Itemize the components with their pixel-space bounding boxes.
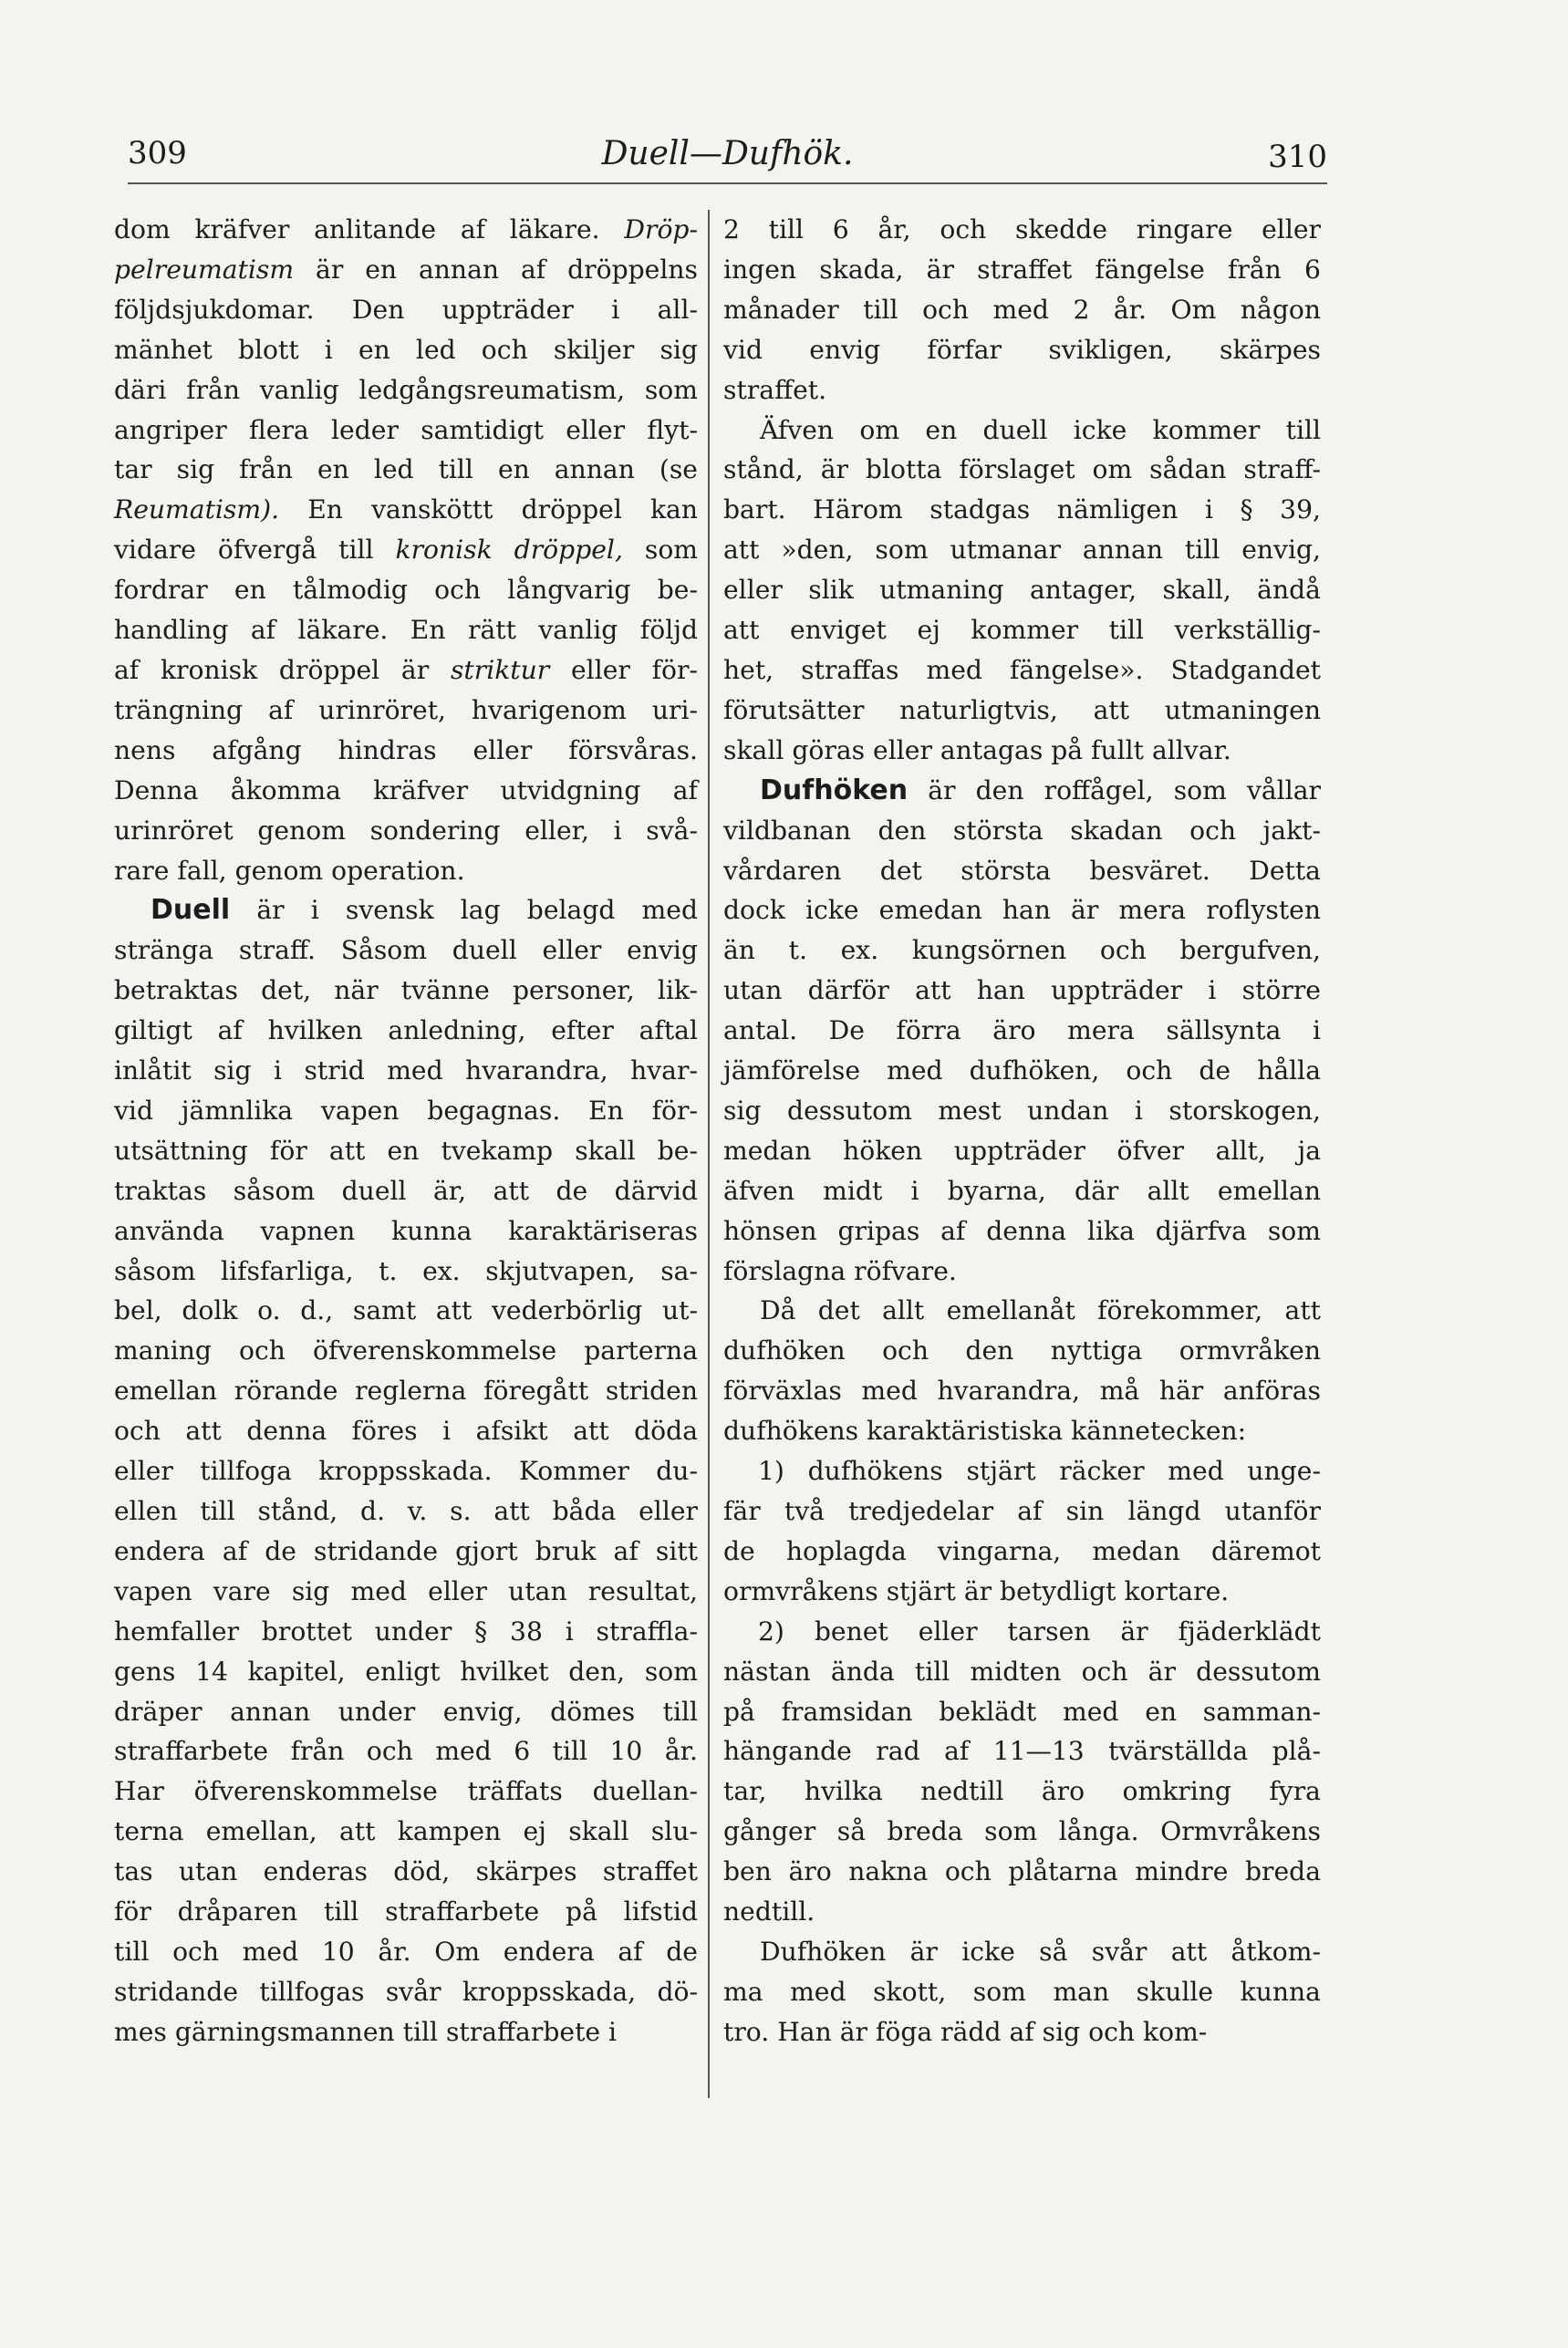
text-line xyxy=(723,410,1321,451)
text-line xyxy=(114,210,698,250)
text-line xyxy=(114,1771,698,1812)
text-line xyxy=(114,1252,698,1292)
line-text: vid envig förfar svikligen, skärpes xyxy=(723,334,1321,365)
page-number-right: 310 xyxy=(1268,139,1327,175)
line-text: nästan ända till midten och är dessutom xyxy=(723,1656,1321,1687)
italic-term: pelreumatism xyxy=(114,254,295,285)
text-line xyxy=(114,330,698,370)
line-text: ellen till stånd, d. v. s. att båda eller xyxy=(114,1496,698,1526)
line-text: förutsätter naturligtvis, att utmaningen xyxy=(723,694,1321,725)
text-line xyxy=(723,650,1321,691)
text-line xyxy=(114,1652,698,1692)
text-line xyxy=(114,971,698,1011)
line-text: eller tillfoga kroppsskada. Kommer du- xyxy=(114,1456,698,1487)
headword: Duell xyxy=(151,894,231,927)
text-line xyxy=(723,570,1321,610)
line-text: tro. Han är föga rädd af sig och kom- xyxy=(723,2016,1208,2047)
text-line xyxy=(114,811,698,851)
line-text: följdsjukdomar. Den uppträder i all- xyxy=(114,294,698,325)
line-text: dom kräfver anlitande af läkare. xyxy=(114,214,625,244)
text-line xyxy=(723,1252,1321,1292)
line-text: är en annan af dröppelns xyxy=(294,254,698,285)
line-text: jämförelse med dufhöken, och de hålla xyxy=(723,1055,1321,1086)
text-line xyxy=(114,1692,698,1732)
text-line xyxy=(723,370,1321,410)
text-line xyxy=(723,811,1321,851)
running-title: Duell—Dufhök. xyxy=(601,135,854,172)
line-text: af kronisk dröppel är xyxy=(114,654,451,685)
line-text: stånd, är blotta förslaget om sådan straff- xyxy=(723,454,1321,485)
line-text: Denna åkomma kräfver utvidgning af xyxy=(114,774,698,805)
text-line xyxy=(723,771,1321,811)
text-line xyxy=(723,1371,1321,1411)
text-line xyxy=(723,691,1321,731)
text-line xyxy=(723,1331,1321,1371)
line-text: de hoplagda vingarna, medan däremot xyxy=(723,1535,1321,1566)
line-text: Då det allt emellanåt förekommer, att xyxy=(760,1295,1321,1326)
line-text: vapen vare sig med eller utan resultat, xyxy=(114,1575,698,1606)
line-text: dufhökens karaktäristiska kännetecken: xyxy=(723,1416,1247,1447)
line-text: traktas såsom duell är, att de därvid xyxy=(114,1175,698,1206)
line-text: fär två tredjedelar af sin längd utanför xyxy=(723,1496,1321,1526)
line-text: att enviget ej kommer till verkställig- xyxy=(723,615,1321,646)
text-line xyxy=(114,530,698,570)
text-line xyxy=(723,450,1321,490)
text-line xyxy=(114,1731,698,1771)
line-text: 1) dufhökens stjärt räcker med unge- xyxy=(758,1456,1321,1487)
text-line xyxy=(723,1932,1321,1972)
line-text: ben äro nakna och plåtarna mindre breda xyxy=(723,1856,1321,1887)
text-line xyxy=(723,290,1321,330)
text-line xyxy=(114,1011,698,1051)
line-text: terna emellan, att kampen ej skall slu- xyxy=(114,1816,698,1847)
text-line xyxy=(114,1091,698,1131)
text-line xyxy=(114,410,698,451)
line-text: sig dessutom mest undan i storskogen, xyxy=(723,1095,1321,1126)
line-text: däri från vanlig ledgångsreumatism, som xyxy=(114,374,698,405)
text-line xyxy=(114,1171,698,1211)
text-line xyxy=(723,1051,1321,1091)
text-line xyxy=(723,890,1321,930)
line-text: mes gärningsmannen till straffarbete i xyxy=(114,2016,618,2047)
line-text: vidare öfvergå till xyxy=(114,535,396,566)
line-text: tar, hvilka nedtill äro omkring fyra xyxy=(723,1776,1321,1807)
text-line xyxy=(114,2012,698,2052)
text-line xyxy=(723,1491,1321,1532)
line-text: vårdaren det största besväret. Detta xyxy=(723,855,1321,886)
text-line xyxy=(723,930,1321,971)
text-line xyxy=(114,650,698,691)
line-text: angriper flera leder samtidigt eller flyt- xyxy=(114,414,698,445)
line-text: hemfaller brottet under § 38 i straffla- xyxy=(114,1616,698,1647)
line-text: mänhet blott i en led och skiljer sig xyxy=(114,334,698,365)
text-line xyxy=(723,1771,1321,1812)
italic-term: Dröp- xyxy=(624,214,698,244)
text-line xyxy=(114,771,698,811)
line-text: eller slik utmaning antager, skall, ändå xyxy=(723,575,1321,606)
italic-term: kronisk dröppel, xyxy=(395,535,623,566)
line-text: utsättning för att en tvekamp skall be- xyxy=(114,1135,698,1166)
text-line xyxy=(723,851,1321,891)
line-text: gens 14 kapitel, enligt hvilket den, som xyxy=(114,1656,698,1687)
line-text: på framsidan beklädt med en samman- xyxy=(723,1696,1321,1727)
line-text: endera af de stridande gjort bruk af sitt xyxy=(114,1535,698,1566)
text-line xyxy=(114,930,698,971)
line-text: är i svensk lag belagd med xyxy=(230,895,698,926)
headword: Dufhöken xyxy=(760,774,909,806)
line-text: rare fall, genom operation. xyxy=(114,855,465,886)
line-text: gånger så breda som långa. Ormvråkens xyxy=(723,1816,1321,1847)
line-text: antal. De förra äro mera sällsynta i xyxy=(723,1015,1321,1046)
line-text: vid jämnlika vapen begagnas. En för- xyxy=(114,1095,698,1126)
text-line xyxy=(114,1371,698,1411)
text-line xyxy=(723,1892,1321,1932)
text-line xyxy=(723,1692,1321,1732)
text-line xyxy=(114,1491,698,1532)
line-text: nens afgång hindras eller försvåras. xyxy=(114,734,698,765)
text-line xyxy=(114,890,698,930)
text-line xyxy=(723,2012,1321,2052)
line-text: 2 till 6 år, och skedde ringare eller xyxy=(723,214,1321,244)
text-line xyxy=(114,1852,698,1892)
line-text: betraktas det, när tvänne personer, lik- xyxy=(114,975,698,1006)
text-line xyxy=(114,450,698,490)
line-text: hönsen gripas af denna lika djärfva som xyxy=(723,1215,1321,1246)
line-text: skall göras eller antagas på fullt allvar. xyxy=(723,734,1231,765)
text-line xyxy=(114,370,698,410)
line-text: dräper annan under envig, dömes till xyxy=(114,1696,698,1727)
line-text: dufhöken och den nyttiga ormvråken xyxy=(723,1335,1321,1366)
right-column xyxy=(723,210,1321,2052)
text-line xyxy=(723,1011,1321,1051)
text-line xyxy=(723,1652,1321,1692)
line-text: urinröret genom sondering eller, i svå- xyxy=(114,815,698,846)
text-line xyxy=(723,1171,1321,1211)
line-text: nedtill. xyxy=(723,1896,815,1927)
line-text: giltigt af hvilken anledning, efter aftal xyxy=(114,1015,698,1046)
text-line xyxy=(723,250,1321,290)
text-line xyxy=(114,1331,698,1371)
text-line xyxy=(114,1572,698,1612)
line-text: straffet. xyxy=(723,374,827,405)
line-text: utan därför att han uppträder i större xyxy=(723,975,1321,1006)
text-line xyxy=(114,1211,698,1252)
text-line xyxy=(723,330,1321,370)
text-line xyxy=(114,851,698,891)
line-text: eller för- xyxy=(549,654,698,685)
text-line xyxy=(114,1532,698,1572)
header-rule xyxy=(128,182,1327,184)
text-line xyxy=(114,1051,698,1091)
line-text: trängning af urinröret, hvarigenom uri- xyxy=(114,694,698,725)
line-text: än t. ex. kungsörnen och bergufven, xyxy=(723,935,1321,966)
line-text: såsom lifsfarliga, t. ex. skjutvapen, sa- xyxy=(114,1255,698,1286)
text-line xyxy=(723,1532,1321,1572)
line-text: stridande tillfogas svår kroppsskada, dö- xyxy=(114,1976,698,2007)
text-line xyxy=(114,570,698,610)
line-text: ormvråkens stjärt är betydligt kortare. xyxy=(723,1575,1230,1606)
text-line xyxy=(114,731,698,771)
line-text: bart. Härom stadgas nämligen i § 39, xyxy=(723,494,1321,525)
text-line xyxy=(114,1131,698,1171)
line-text: Har öfverenskommelse träffats duellan- xyxy=(114,1776,698,1807)
line-text: förslagna röfvare. xyxy=(723,1255,957,1286)
italic-term: Reumatism). xyxy=(114,494,280,525)
line-text: maning och öfverenskommelse parterna xyxy=(114,1335,698,1366)
text-line xyxy=(114,290,698,330)
line-text: emellan rörande reglerna föregått striden xyxy=(114,1376,698,1407)
text-line xyxy=(723,210,1321,250)
text-line xyxy=(723,490,1321,530)
line-text: månader till och med 2 år. Om någon xyxy=(723,294,1321,325)
line-text: medan höken uppträder öfver allt, ja xyxy=(723,1135,1321,1166)
line-text: förväxlas med hvarandra, må här anföras xyxy=(723,1376,1321,1407)
italic-term: striktur xyxy=(450,654,550,685)
line-text: hängande rad af 11—13 tvärställda plå- xyxy=(723,1736,1321,1767)
text-line xyxy=(723,1411,1321,1451)
text-line xyxy=(723,1972,1321,2012)
text-line xyxy=(114,490,698,530)
text-line xyxy=(114,1411,698,1451)
line-text: bel, dolk o. d., samt att vederbörlig ut- xyxy=(114,1295,698,1326)
line-text: het, straffas med fängelse». Stadgandet xyxy=(723,654,1321,685)
page-header xyxy=(128,128,1327,182)
line-text: för dråparen till straffarbete på lifstid xyxy=(114,1896,698,1927)
line-text: fordrar en tålmodig och långvarig be- xyxy=(114,575,698,606)
text-line xyxy=(114,691,698,731)
text-line xyxy=(723,530,1321,570)
line-text: tas utan enderas död, skärpes straffet xyxy=(114,1856,698,1887)
text-line xyxy=(723,1211,1321,1252)
text-line xyxy=(114,1932,698,1972)
line-text: handling af läkare. En rätt vanlig följd xyxy=(114,615,698,646)
line-text: En vansköttt dröppel kan xyxy=(279,494,698,525)
text-line xyxy=(723,1731,1321,1771)
line-text: ma med skott, som man skulle kunna xyxy=(723,1976,1321,2007)
text-line xyxy=(114,1612,698,1652)
line-text: straffarbete från och med 6 till 10 år. xyxy=(114,1736,698,1767)
line-text: använda vapnen kunna karaktäriseras xyxy=(114,1215,698,1246)
text-line xyxy=(114,1892,698,1932)
text-line xyxy=(114,1291,698,1331)
text-line xyxy=(114,610,698,650)
line-text: är den roffågel, som vållar xyxy=(908,774,1321,805)
line-text: och att denna föres i afsikt att döda xyxy=(114,1416,698,1447)
line-text: Äfven om en duell icke kommer till xyxy=(760,414,1321,445)
line-text: Dufhöken är icke så svår att åtkom- xyxy=(760,1936,1321,1967)
line-text: vildbanan den största skadan och jakt- xyxy=(723,815,1321,846)
page-number-left: 309 xyxy=(128,135,187,171)
line-text: äfven midt i byarna, där allt emellan xyxy=(723,1175,1321,1206)
text-line xyxy=(114,1972,698,2012)
text-line xyxy=(723,1612,1321,1652)
line-text: inlåtit sig i strid med hvarandra, hvar- xyxy=(114,1055,698,1086)
column-divider xyxy=(708,210,710,2098)
text-line xyxy=(723,731,1321,771)
line-text: tar sig från en led till en annan (se xyxy=(114,454,698,485)
text-line xyxy=(723,1291,1321,1331)
text-line xyxy=(723,971,1321,1011)
text-line xyxy=(723,1812,1321,1852)
line-text: till och med 10 år. Om endera af de xyxy=(114,1936,698,1967)
line-text: 2) benet eller tarsen är fjäderklädt xyxy=(758,1616,1321,1647)
text-line xyxy=(114,250,698,290)
line-text: stränga straff. Såsom duell eller envig xyxy=(114,935,698,966)
text-line xyxy=(723,1852,1321,1892)
line-text: dock icke emedan han är mera roflysten xyxy=(723,895,1321,926)
left-column xyxy=(114,210,698,2052)
text-line xyxy=(723,1091,1321,1131)
text-line xyxy=(723,610,1321,650)
line-text: att »den, som utmanar annan till envig, xyxy=(723,535,1321,566)
text-line xyxy=(723,1572,1321,1612)
text-line xyxy=(114,1812,698,1852)
line-text: som xyxy=(622,535,699,566)
text-line xyxy=(723,1451,1321,1491)
text-line xyxy=(723,1131,1321,1171)
text-line xyxy=(114,1451,698,1491)
line-text: ingen skada, är straffet fängelse från 6 xyxy=(723,254,1321,285)
